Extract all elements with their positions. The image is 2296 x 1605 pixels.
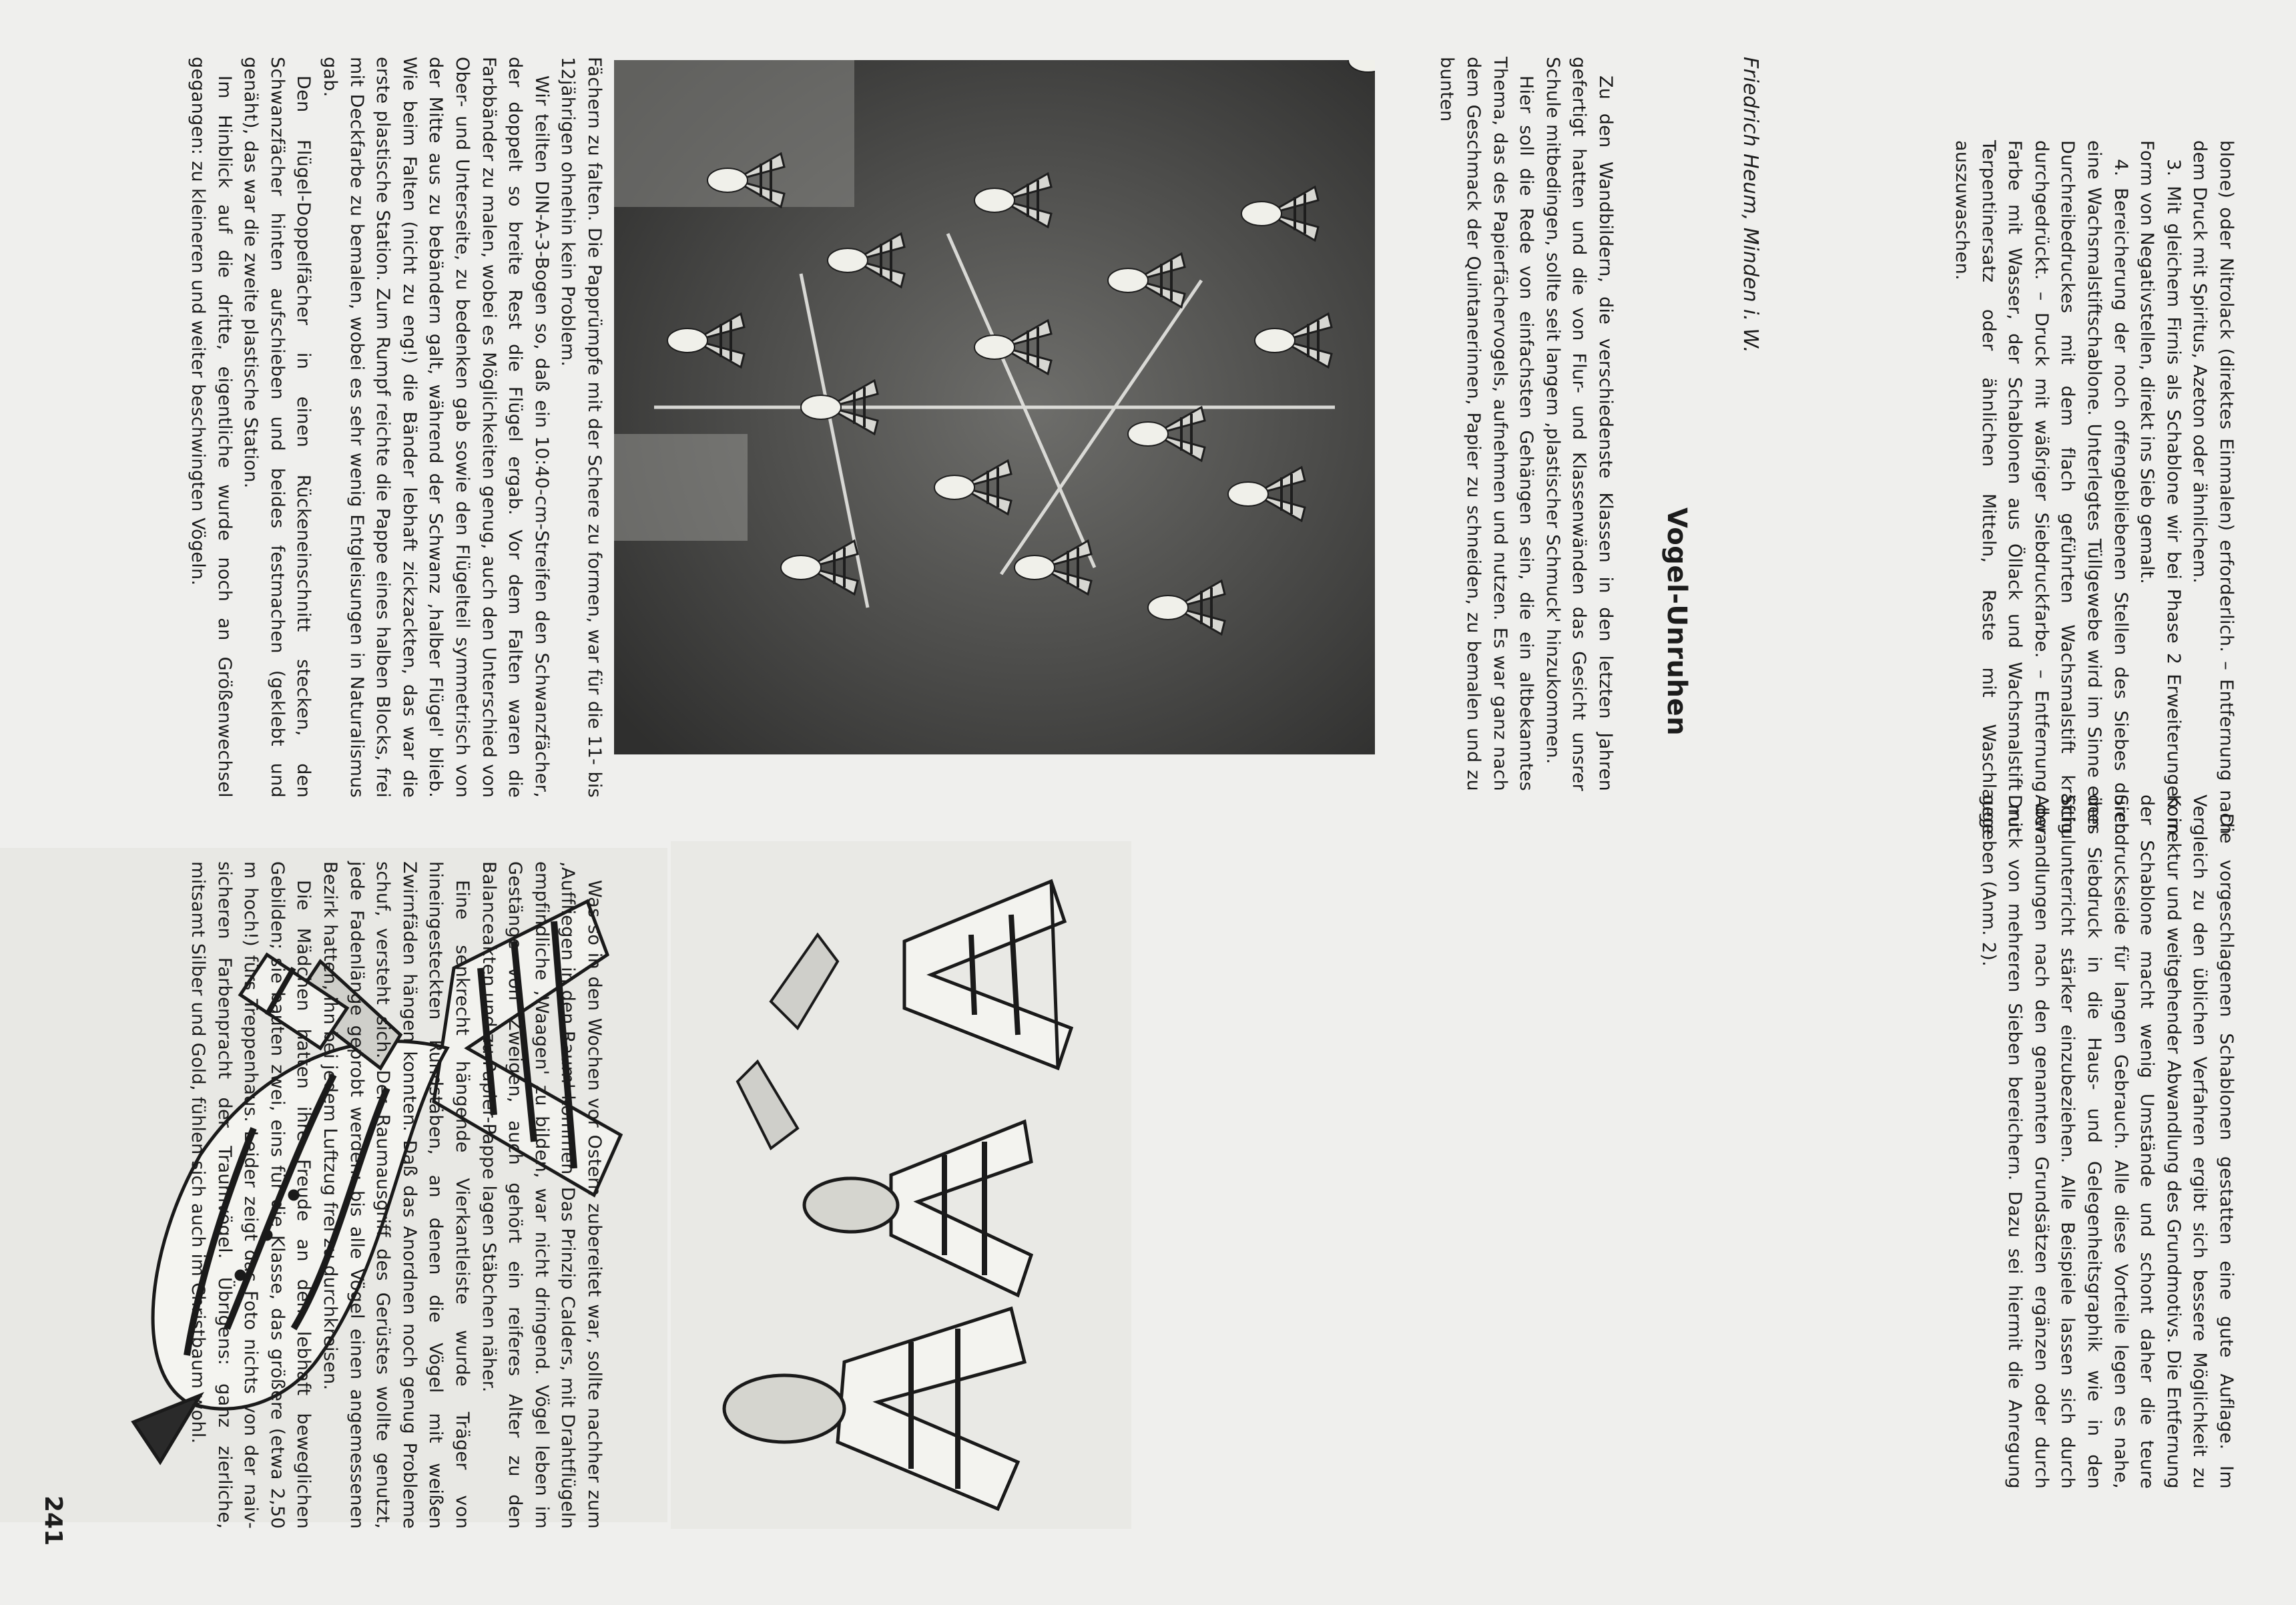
paragraph: Den Flügel-Doppelfächer in einen Rückeneinschnitt stecken, den Schwanzfächer hinten aufschieben und beides festmachen (geklebt und genäht), das war die zweite plastische Station. xyxy=(240,57,314,798)
paragraph: Die Mädchen hatten ihre Freude an den lebhaft beweglichen Gebilden; sie bauten zwei, eins für die Klasse, das größere (etwa 2,50 m hoch!) fürs Treppenhaus. Leider zeigt das Foto nichts von der naiv-sicheren Farbenpracht der Traumvögel. Übrigens: ganz zierliche, mitsamt Silber und Gold, fühlen sich auch im Christbaum wohl. xyxy=(188,861,314,1529)
paragraph: Zu den Wandbildern, die verschiedenste Klassen in den letzten Jahren gefertigt hatten und die von Flur- und Klassenwänden das Gesicht unsrer Schule mitbedingen, sollte seit langem ‚plastischer Schmuck' hinzukommen. xyxy=(1542,57,1616,791)
paper-birds-group-photo xyxy=(671,841,1131,1529)
paragraph: Was so in den Wochen vor Ostern zubereitet war, sollte nachher zum ‚Auffliegen in den Raum' kommen. Das Prinzip Calders, mit Drahtflügeln empfindliche ‚Waagen' zu bilden, war nicht dringend. Vögel leben im Gestänge von Zweigen, auch gehört ein reiferes Alter zu den Balanceakten und zu Papier-Pappe lagen Stäbchen näher. xyxy=(478,861,605,1529)
text-column-top-right xyxy=(1975,794,2239,1489)
bird-mobile-illustration xyxy=(614,60,1375,754)
paragraph: Die vorgeschlagenen Schablonen gestatten eine gute Auflage. Im Vergleich zu den üblichen Verfahren ergibt sich bessere Möglichkeit zu Korrektur und weitgehender Abwandlung des Grundmotivs. Die Entfernung der Schablone macht wenig Umstände und schont daher die teure Siebdruckseide für langen Gebrauch. Alle diese Vorteile legen es nahe, den Siebdruck in die Haus- und Gelegenheitsgraphik wie in den Schulunterricht stärker einzubeziehen. Alle Beispiele lassen sich durch Abwandlungen nach den genannten Grundsätzen ergänzen oder durch Druck von mehreren Sieben bereichern. Dazu sei hiermit die Anregung gegeben (Anm. 2). xyxy=(1978,794,2237,1489)
paragraph: Im Hinblick auf die dritte, eigentliche wurde noch an Größenwechsel gegangen: zu kleineren und weiter beschwingten Vögeln. xyxy=(188,57,235,798)
paragraph: Wir teilten DIN-A-3-Bogen so, daß ein 10:40-cm-Streifen den Schwanzfächer, der doppelt so breite Rest die Flügel ergab. Vor dem Falten waren die Farbbänder zu malen, wobei es Möglichkeiten genug, auch den Unterschied von Ober- und Unterseite, zu bedenken gab sowie den Flügelteil symmetrisch von der Mitte aus zu bebändern galt, während der Schwanz ‚halber Flügel' blieb. Wie beim Falten (nicht zu eng!) die Bänder lebhaft zickzackten, das war die erste plastische Station. Zum Rumpf reichte die Pappe eines halben Blocks, frei mit Deckfarbe zu bemalen, wobei es sehr wenig Entgleisungen in Naturalismus gab. xyxy=(320,57,552,798)
paragraph: blone) oder Nitrolack (direktes Einmalen) erforderlich. – Entfernung nach dem Druck mit Spiritus, Azeton oder ähnlichem. xyxy=(2189,140,2237,835)
text-column-lower-right xyxy=(185,861,608,1529)
page-number: 241 xyxy=(39,1496,67,1546)
paragraph: 4. Bereicherung der noch offengebliebenen Stellen des Siebes durch eine Wachsmalstiftschablone. Unterlegtes Tüllgewebe wird im Sinne eines Durchreibedruckes mit dem flach geführten Wachsmalstift kräftig durchgedrückt. – Druck mit wäßriger Siebdruckfarbe. – Entfernung der Farbe mit Wasser, der Schablonen aus Öllack und Wachsmalstift mit Terpentinersatz oder ähnlichen Mitteln, Reste mit Waschlauge auszuwaschen. xyxy=(1952,140,2131,835)
text-column-lower-left xyxy=(185,57,608,798)
author-byline: Friedrich Heum, Minden i. W. xyxy=(1739,57,1762,354)
bird-mobile-photo xyxy=(614,60,1375,754)
paragraph: Eine senkrecht hängende Vierkantleiste wurde Träger von hineingesteckten Rundstäben, an denen die Vögel mit weißen Zwirnfäden hängen konnten. Daß das Anordnen noch genug Probleme schuf, versteht sich. Der Raumausgriff des Gerüstes wollte genutzt, jede Fadenlänge geprobt werden: bis alle Vögel einen angemessenen Bezirk hatten, ihn bei jedem Luftzug frei zu durchkreisen. xyxy=(320,861,473,1529)
text-column-top-left xyxy=(1948,140,2239,835)
paragraph: 3. Mit gleichem Firnis als Schablone wir bei Phase 2 Erweiterungen in Form von Negativstellen, direkt ins Sieb gemalt. xyxy=(2136,140,2184,835)
paragraph: Fächern zu falten. Die Papprümpfe mit der Schere zu formen, war für die 11- bis 12jährigen ohnehin kein Problem. xyxy=(557,57,605,798)
paper-birds-group-illustration xyxy=(671,841,1131,1529)
paragraph: Hier soll die Rede von einfachsten Gehängen sein, die ein altbekanntes Thema, das des Papierfächervogels, aufnehmen und nutzen. Es war ganz nach dem Geschmack der Quintanerinnen, Papier zu schneiden, zu bemalen und zu bunten xyxy=(1436,57,1537,791)
article-title: Vogel-Unruhen xyxy=(1661,507,1692,736)
text-column-intro xyxy=(1434,57,1619,791)
